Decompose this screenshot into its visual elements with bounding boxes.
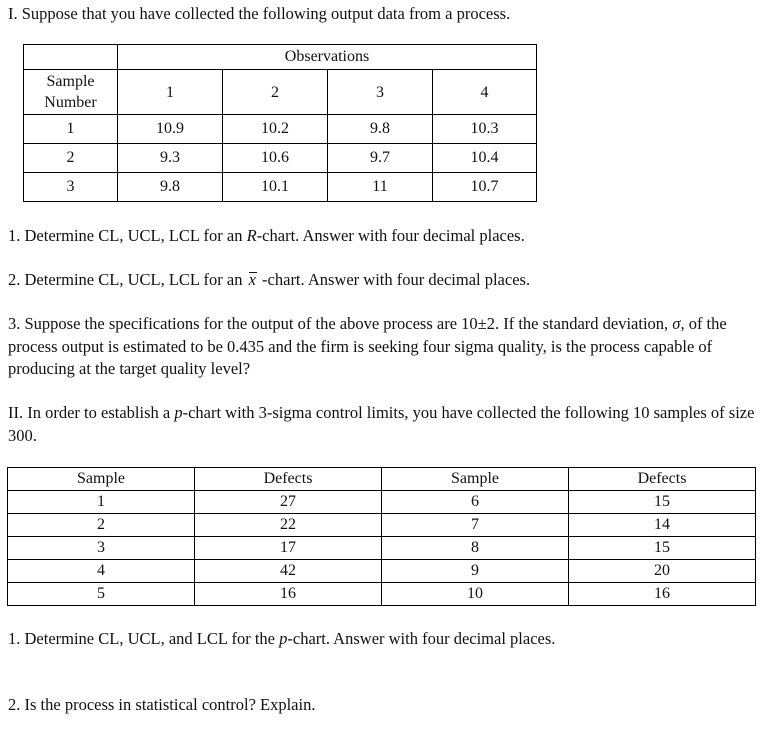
question-xbar-chart: 2. Determine CL, UCL, LCL for an x -chart. Answer with four decimal places. [8, 270, 531, 289]
empty-corner-cell [24, 45, 118, 70]
observation-cell: 10.1 [223, 173, 328, 202]
table-row [24, 115, 537, 144]
defects-cell: 15 [569, 491, 756, 514]
sample-number-cell: 2 [24, 144, 118, 173]
sample-header: Sample [382, 468, 569, 491]
observation-cell: 9.7 [328, 144, 433, 173]
table-subheader-row [24, 70, 537, 115]
sample-cell: 10 [382, 583, 569, 606]
sample-number-cell: 3 [24, 173, 118, 202]
observation-col-header: 1 [118, 70, 223, 115]
part2-intro: II. In order to establish a p-chart with 3-sigma control limits, you have collected the following 10 samples of size 300. [8, 403, 755, 445]
sample-cell: 9 [382, 560, 569, 583]
defects-cell: 22 [195, 514, 382, 537]
sample-cell: 3 [8, 537, 195, 560]
sample-cell: 8 [382, 537, 569, 560]
p-symbol: p [174, 403, 183, 422]
observation-cell: 10.9 [118, 115, 223, 144]
observation-cell: 9.8 [118, 173, 223, 202]
sample-cell: 5 [8, 583, 195, 606]
table-row [8, 491, 756, 514]
observation-cell: 10.7 [433, 173, 537, 202]
table-header-row [24, 45, 537, 70]
table-row [8, 537, 756, 560]
observations-table [23, 44, 537, 202]
sample-header: Sample [8, 468, 195, 491]
question-p-chart: 1. Determine CL, UCL, and LCL for the p-chart. Answer with four decimal places. [8, 629, 556, 648]
sample-cell: 7 [382, 514, 569, 537]
observations-header: Observations [118, 45, 537, 70]
p-symbol: p [279, 629, 288, 648]
defects-header: Defects [195, 468, 382, 491]
observation-cell: 10.3 [433, 115, 537, 144]
sample-cell: 6 [382, 491, 569, 514]
observation-cell: 10.6 [223, 144, 328, 173]
sample-cell: 1 [8, 491, 195, 514]
question-process-capability: 3. Suppose the specifications for the output of the above process are 10±2. If the standard deviation, σ, of the process output is estimated to be 0.435 and the firm is seeking four sigma quality, is the process capable of producing at the target quality level? [8, 314, 727, 378]
defects-cell: 20 [569, 560, 756, 583]
question-r-chart: 1. Determine CL, UCL, LCL for an R-chart. Answer with four decimal places. [8, 226, 525, 245]
table-row [8, 514, 756, 537]
sample-number-header: Sample Number [24, 70, 118, 115]
part1-heading: I. Suppose that you have collected the following output data from a process. [8, 4, 511, 23]
defects-cell: 16 [195, 583, 382, 606]
table-header-row [8, 468, 756, 491]
table-row [24, 173, 537, 202]
sample-cell: 4 [8, 560, 195, 583]
observation-cell: 10.2 [223, 115, 328, 144]
table-row [8, 583, 756, 606]
table-row [24, 144, 537, 173]
observation-cell: 10.4 [433, 144, 537, 173]
defects-cell: 14 [569, 514, 756, 537]
defects-cell: 17 [195, 537, 382, 560]
sample-number-cell: 1 [24, 115, 118, 144]
defects-cell: 27 [195, 491, 382, 514]
observation-cell: 11 [328, 173, 433, 202]
defects-cell: 16 [569, 583, 756, 606]
question-statistical-control: 2. Is the process in statistical control? Explain. [8, 695, 316, 714]
defects-cell: 42 [195, 560, 382, 583]
table-row [8, 560, 756, 583]
xbar-symbol: x [248, 270, 256, 289]
observation-cell: 9.8 [328, 115, 433, 144]
observation-cell: 9.3 [118, 144, 223, 173]
defects-table [7, 467, 756, 606]
observation-col-header: 3 [328, 70, 433, 115]
sigma-symbol: σ [672, 314, 681, 333]
defects-header: Defects [569, 468, 756, 491]
observation-col-header: 2 [223, 70, 328, 115]
r-symbol: R [246, 226, 257, 245]
sample-cell: 2 [8, 514, 195, 537]
observation-col-header: 4 [433, 70, 537, 115]
defects-cell: 15 [569, 537, 756, 560]
